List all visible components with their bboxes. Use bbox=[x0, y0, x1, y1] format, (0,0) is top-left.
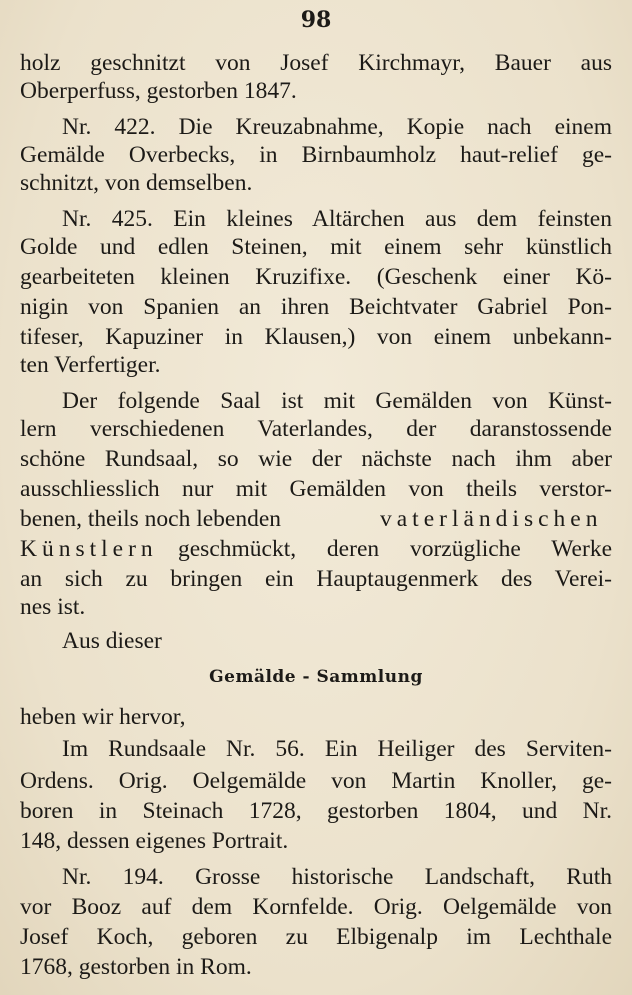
text-line: schöne Rundsaal, so wie der nächste nach ihm aber bbox=[20, 446, 612, 472]
text-line: geschmückt, deren vorzügliche Werke bbox=[178, 536, 612, 562]
text-line: an sich zu bringen ein Hauptaugenmerk des Verei- bbox=[20, 566, 612, 592]
text-line: heben wir hervor, bbox=[20, 704, 186, 730]
text-line: tifeser, Kapuziner in Klausen,) von einem unbekann- bbox=[20, 324, 612, 350]
text-line: Nr. 422. Die Kreuzabnahme, Kopie nach einem bbox=[62, 114, 612, 140]
text-line: Oberperfuss, gestorben 1847. bbox=[20, 78, 297, 104]
text-line: boren in Steinach 1728, gestorben 1804, und Nr. bbox=[20, 798, 612, 824]
text-line: Der folgende Saal ist mit Gemälden von Künst- bbox=[62, 388, 612, 414]
text-line: Aus dieser bbox=[62, 628, 162, 654]
text-line: vor Booz auf dem Kornfelde. Orig. Oelgemälde von bbox=[20, 894, 612, 920]
page-number: 98 bbox=[300, 7, 332, 33]
text-line: holz geschnitzt von Josef Kirchmayr, Bauer aus bbox=[20, 50, 612, 76]
text-line: Ordens. Orig. Oelgemälde von Martin Knoller, ge- bbox=[20, 768, 612, 794]
text-line: ten Verfertiger. bbox=[20, 352, 161, 378]
text-line: lern verschiedenen Vaterlandes, der daranstossende bbox=[20, 416, 612, 442]
text-line: Im Rundsaale Nr. 56. Ein Heiliger des Serviten- bbox=[62, 736, 612, 762]
text-line: benen, theils noch lebenden bbox=[20, 506, 282, 532]
text-line: Nr. 194. Grosse historische Landschaft, Ruth bbox=[62, 864, 612, 890]
text-line: 1768, gestorben in Rom. bbox=[20, 954, 252, 980]
text-line: gearbeiteten kleinen Kruzifixe. (Geschenk einer Kö- bbox=[20, 264, 612, 290]
text-line: schnitzt, von demselben. bbox=[20, 170, 253, 196]
section-heading: Gemälde - Sammlung bbox=[209, 667, 423, 687]
text-line: Nr. 425. Ein kleines Altärchen aus dem feinsten bbox=[62, 206, 612, 232]
text-line: nigin von Spanien an ihren Beichtvater Gabriel Pon- bbox=[20, 294, 612, 320]
text-line: Golde und edlen Steinen, mit einem sehr künstlich bbox=[20, 234, 612, 260]
text-line: ausschliesslich nur mit Gemälden von theils verstor- bbox=[20, 476, 612, 502]
text-line-spaced: vaterländischen bbox=[380, 506, 603, 532]
text-line: Josef Koch, geboren zu Elbigenalp im Lechthale bbox=[20, 924, 612, 950]
text-line: Gemälde Overbecks, in Birnbaumholz haut-relief ge- bbox=[20, 142, 612, 168]
text-line: 148, dessen eigenes Portrait. bbox=[20, 828, 289, 854]
text-line-spaced: Künstlern bbox=[20, 536, 158, 562]
text-line: nes ist. bbox=[20, 594, 86, 620]
